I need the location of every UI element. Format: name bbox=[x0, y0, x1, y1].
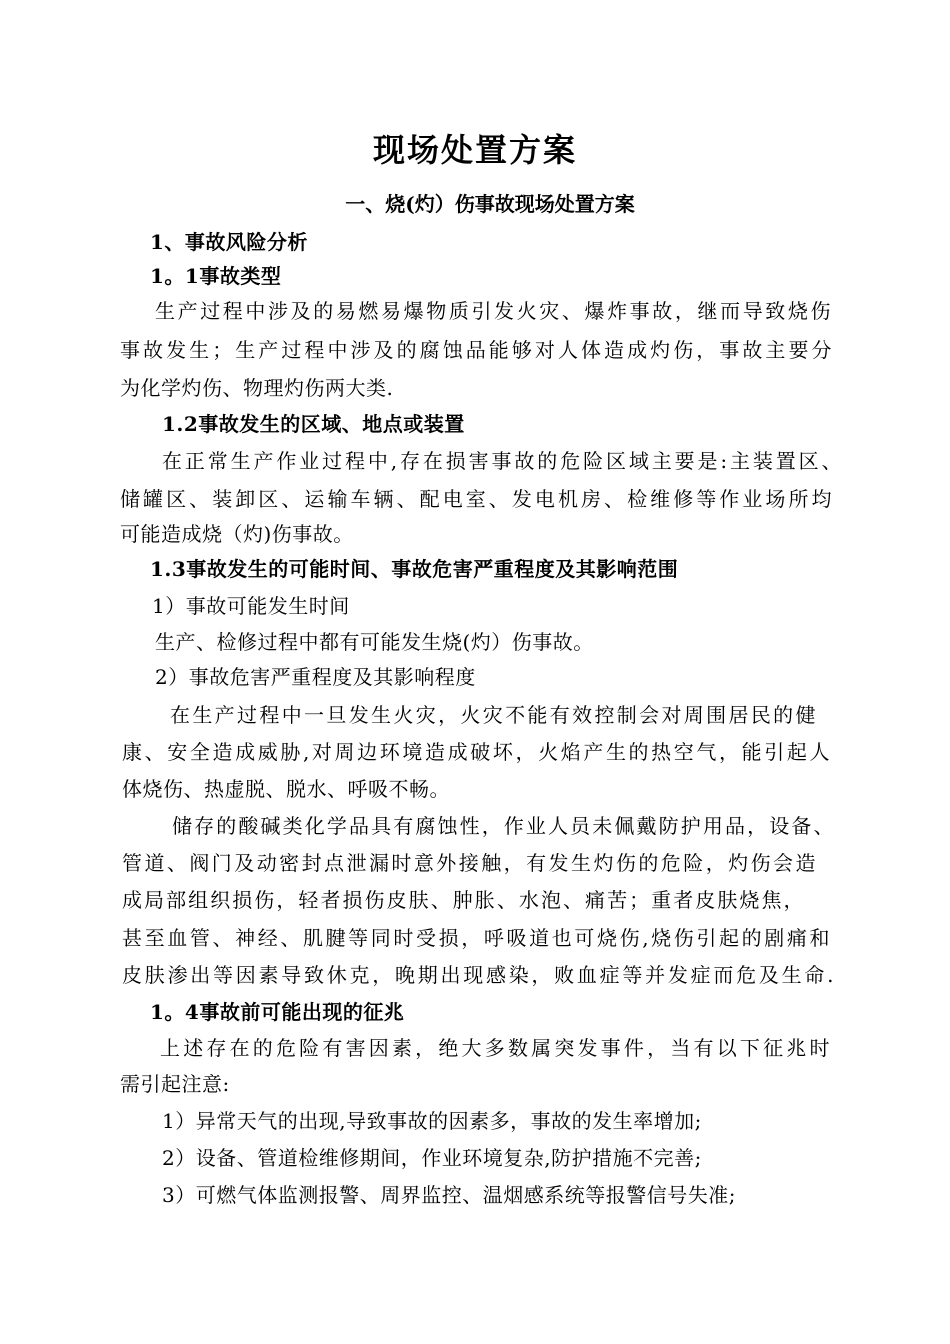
list-item: 2）事故危害严重程度及其影响程度 bbox=[155, 665, 476, 689]
list-item: 1）异常天气的出现,导致事故的因素多，事故的发生率增加; bbox=[162, 1109, 702, 1133]
paragraph-line: 在生产过程中一旦发生火灾，火灾不能有效控制会对周围居民的健 bbox=[170, 703, 816, 727]
page-title: 现场处置方案 bbox=[372, 131, 577, 169]
list-item: 3）可燃气体监测报警、周界监控、温烟感系统等报警信号失准; bbox=[162, 1183, 736, 1207]
paragraph-line: 事故发生；生产过程中涉及的腐蚀品能够对人体造成灼伤，事故主要分 bbox=[120, 338, 832, 362]
paragraph-line: 甚至血管、神经、肌腱等同时受损，呼吸道也可烧伤,烧伤引起的剧痛和 bbox=[122, 926, 830, 950]
paragraph-line: 需引起注意: bbox=[120, 1072, 230, 1096]
paragraph-line: 生产、检修过程中都有可能发生烧(灼）伤事故。 bbox=[155, 630, 594, 654]
heading-accident-area: 1.2事故发生的区域、地点或装置 bbox=[162, 412, 465, 436]
paragraph-line: 皮肤渗出等因素导致休克，晚期出现感染，败血症等并发症而危及生命. bbox=[122, 963, 834, 987]
paragraph-line: 储存的酸碱类化学品具有腐蚀性，作业人员未佩戴防护用品，设备、 bbox=[172, 814, 834, 838]
paragraph-line: 可能造成烧（灼)伤事故。 bbox=[120, 522, 354, 546]
list-item: 2）设备、管道检维修期间，作业环境复杂,防护措施不完善; bbox=[162, 1146, 702, 1170]
heading-risk-analysis: 1、事故风险分析 bbox=[150, 230, 308, 254]
section-title: 一、烧(灼）伤事故现场处置方案 bbox=[345, 192, 635, 216]
paragraph-line: 体烧伤、热虚脱、脱水、呼吸不畅。 bbox=[122, 777, 450, 801]
paragraph-line: 储罐区、装卸区、运输车辆、配电室、发电机房、检维修等作业场所均 bbox=[120, 487, 832, 511]
heading-accident-time-severity: 1.3事故发生的可能时间、事故危害严重程度及其影响范围 bbox=[150, 557, 679, 581]
list-item: 1）事故可能发生时间 bbox=[152, 594, 350, 618]
paragraph-line: 管道、阀门及动密封点泄漏时意外接触，有发生灼伤的危险，灼伤会造 bbox=[122, 851, 816, 875]
heading-accident-type: 1。1事故类型 bbox=[150, 264, 282, 288]
paragraph-line: 生产过程中涉及的易燃易爆物质引发火灾、爆炸事故，继而导致烧伤 bbox=[155, 299, 831, 323]
paragraph-line: 在正常生产作业过程中,存在损害事故的危险区域主要是:主装置区、 bbox=[162, 449, 842, 473]
paragraph-line: 成局部组织损伤，轻者损伤皮肤、肿胀、水泡、痛苦；重者皮肤烧焦， bbox=[122, 888, 804, 912]
heading-precursor-signs: 1。4事故前可能出现的征兆 bbox=[150, 1000, 405, 1024]
paragraph-line: 为化学灼伤、物理灼伤两大类. bbox=[120, 376, 394, 400]
paragraph-line: 上述存在的危险有害因素，绝大多数属突发事件，当有以下征兆时 bbox=[160, 1036, 830, 1060]
paragraph-line: 康、安全造成威胁,对周边环境造成破坏，火焰产生的热空气，能引起人 bbox=[122, 740, 830, 764]
